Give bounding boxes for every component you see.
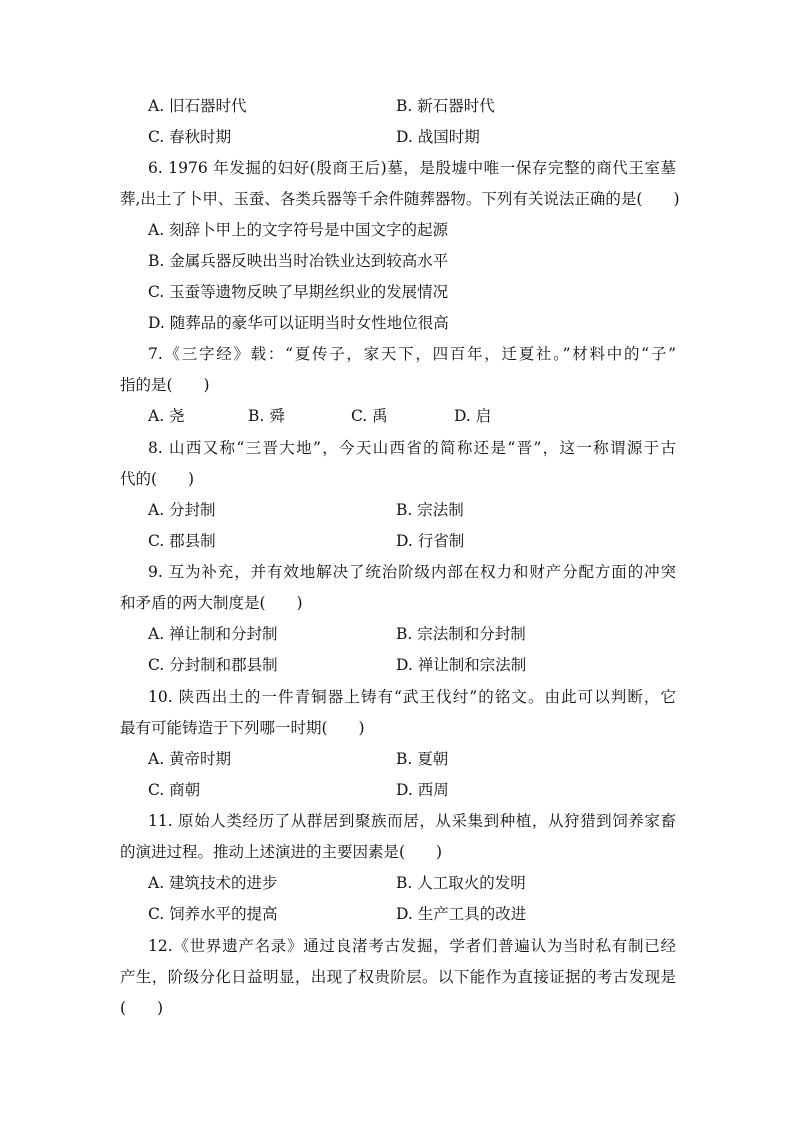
q7-stem-line2: 指的是( ) <box>120 376 210 394</box>
q9-stem-line2: 和矛盾的两大制度是( ) <box>120 594 303 612</box>
q7-option-d: D. 启 <box>454 407 492 425</box>
q5-option-d: D. 战国时期 <box>396 128 480 146</box>
q10-stem-line1: 10. 陕西出土的一件青铜器上铸有“武王伐纣”的铭文。由此可以判断，它 <box>148 688 676 706</box>
q8-option-c: C. 郡县制 <box>148 532 216 550</box>
q6-option-b: B. 金属兵器反映出当时冶铁业达到较高水平 <box>148 252 449 270</box>
q10-option-c: C. 商朝 <box>148 781 201 799</box>
q9-option-c: C. 分封制和郡县制 <box>148 656 278 674</box>
q8-stem-line1: 8. 山西又称“三晋大地”，今天山西省的简称还是“晋”，这一称谓源于古 <box>148 439 676 457</box>
q10-option-a: A. 黄帝时期 <box>148 750 232 768</box>
q5-option-c: C. 春秋时期 <box>148 128 232 146</box>
q12-stem-line1: 12.《世界遗产名录》通过良渚考古发掘，学者们普遍认为当时私有制已经 <box>148 937 676 955</box>
q11-option-b: B. 人工取火的发明 <box>396 874 526 892</box>
q9-stem-line1: 9. 互为补充，并有效地解决了统治阶级内部在权力和财产分配方面的冲突 <box>148 563 676 581</box>
q6-option-a: A. 刻辞卜甲上的文字符号是中国文字的起源 <box>148 221 449 239</box>
q10-stem-line2: 最有可能铸造于下列哪一时期( ) <box>120 719 365 737</box>
q11-option-a: A. 建筑技术的进步 <box>148 874 278 892</box>
q9-option-a: A. 禅让制和分封制 <box>148 625 278 643</box>
q12-stem-line2: 产生，阶级分化日益明显，出现了权贵阶层。以下能作为直接证据的考古发现是 <box>120 968 676 986</box>
q7-option-a: A. 尧 <box>148 407 185 425</box>
q11-option-c: C. 饲养水平的提高 <box>148 905 278 923</box>
q8-stem-line2: 代的( ) <box>120 470 195 488</box>
q7-option-c: C. 禹 <box>351 407 388 425</box>
q10-option-b: B. 夏朝 <box>396 750 449 768</box>
q8-option-a: A. 分封制 <box>148 501 216 519</box>
q11-stem-line2: 的演进过程。推动上述演进的主要因素是( ) <box>120 843 443 861</box>
q8-option-d: D. 行省制 <box>396 532 465 550</box>
q8-option-b: B. 宗法制 <box>396 501 464 519</box>
q6-option-c: C. 玉蚕等遗物反映了早期丝织业的发展情况 <box>148 283 449 301</box>
q6-stem-line1: 6. 1976 年发掘的妇好(殷商王后)墓，是殷墟中唯一保存完整的商代王室墓 <box>148 159 676 177</box>
q7-stem-line1: 7.《三字经》载：“夏传子，家天下，四百年，迁夏社。”材料中的“子” <box>148 345 676 363</box>
q5-option-a: A. 旧石器时代 <box>148 97 247 115</box>
q12-stem-line3: ( ) <box>120 999 164 1017</box>
q5-option-b: B. 新石器时代 <box>396 97 495 115</box>
q11-option-d: D. 生产工具的改进 <box>396 905 527 923</box>
q10-option-d: D. 西周 <box>396 781 449 799</box>
q6-option-d: D. 随葬品的豪华可以证明当时女性地位很高 <box>148 314 449 332</box>
q7-option-b: B. 舜 <box>248 407 285 425</box>
q11-stem-line1: 11. 原始人类经历了从群居到聚族而居，从采集到种植，从狩猎到饲养家畜 <box>148 812 676 830</box>
q9-option-b: B. 宗法制和分封制 <box>396 625 526 643</box>
q9-option-d: D. 禅让制和宗法制 <box>396 656 527 674</box>
q6-stem-line2: 葬,出土了卜甲、玉蚕、各类兵器等千余件随葬器物。下列有关说法正确的是( ) <box>120 190 680 208</box>
